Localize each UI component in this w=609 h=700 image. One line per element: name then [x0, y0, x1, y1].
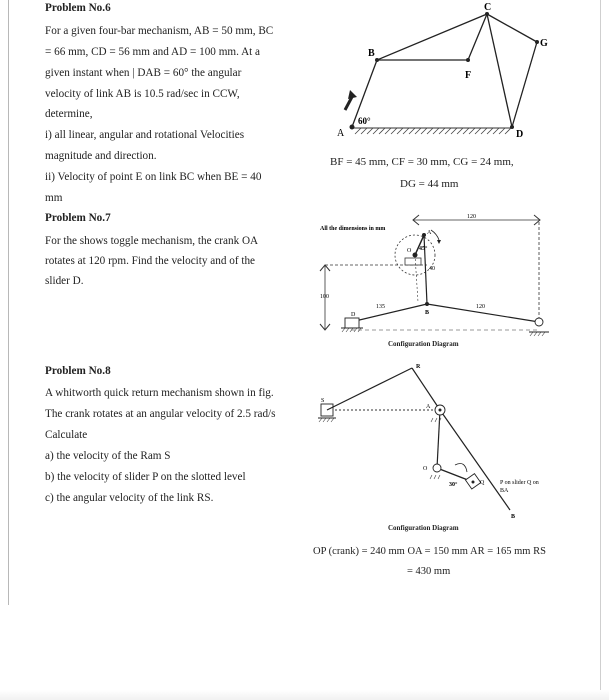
figure-8-caption: Configuration Diagram — [388, 524, 459, 532]
problem-8-line: b) the velocity of slider P on the slotted level — [45, 471, 246, 483]
label-d: D — [516, 129, 524, 140]
problem-6-line: determine, — [45, 108, 93, 120]
dim-40-label: 40 — [429, 266, 435, 272]
problem-8-line: A whitworth quick return mechanism shown in fig. — [45, 387, 274, 399]
problem-7-line: rotates at 120 rpm. Find the velocity and of the — [45, 255, 256, 267]
figure-6-caption-line2: DG = 44 mm — [400, 178, 459, 190]
problem-6-line: i) all linear, angular and rotational Velocities — [45, 129, 245, 141]
slider-note-line2: BA — [500, 488, 509, 494]
label-a: A — [337, 128, 345, 139]
label-r: R — [416, 364, 421, 370]
figure-8-dims-line2: = 430 mm — [407, 566, 451, 577]
problem-6-line: velocity of link AB is 10.5 rad/sec in CCW, — [45, 88, 240, 100]
page-left-border — [8, 0, 9, 605]
label-q: Q — [480, 480, 485, 486]
problem-6-line: For a given four-bar mechanism, AB = 50 mm, BC — [45, 25, 274, 37]
problem-6-line: = 66 mm, CD = 56 mm and AD = 100 mm. At a — [45, 46, 261, 58]
angle-30-label: 30° — [449, 482, 458, 488]
problem-6-line: given instant when | DAB = 60° the angular — [45, 67, 242, 79]
problem-7-title: Problem No.7 — [45, 212, 111, 224]
label-f: F — [465, 70, 472, 81]
problem-8-line: c) the angular velocity of the link RS. — [45, 492, 214, 504]
problem-8-line: a) the velocity of the Ram S — [45, 450, 171, 462]
figure-6-caption-line1: BF = 45 mm, CF = 30 mm, CG = 24 mm, — [330, 156, 514, 168]
dim-100-label: 100 — [320, 294, 329, 300]
label-b: B — [368, 48, 375, 59]
problem-8-line: Calculate — [45, 429, 88, 441]
label-g: G — [540, 38, 548, 49]
label-d: D — [351, 312, 356, 318]
label-c: C — [484, 2, 492, 13]
problem-8-line: The crank rotates at an angular velocity of 2.5 rad/s — [45, 408, 276, 420]
dim-135-label: 135 — [376, 304, 385, 310]
angle-45-label: 45° — [419, 246, 428, 252]
toggle-mechanism-figure — [315, 210, 555, 355]
figure-8-dims-line1: OP (crank) = 240 mm OA = 150 mm AR = 165 mm RS — [313, 546, 546, 557]
dim-top-label: 120 — [467, 214, 476, 220]
figure-7-caption: Configuration Diagram — [388, 340, 459, 348]
problem-7-line: For the shows toggle mechanism, the crank OA — [45, 235, 259, 247]
problem-6-line: mm — [45, 192, 63, 204]
label-a: A — [427, 230, 432, 236]
label-o: O — [423, 466, 428, 472]
slider-note: P on slider Q on — [500, 480, 539, 486]
whitworth-mechanism-figure — [315, 360, 555, 525]
problem-6-title: Problem No.6 — [45, 2, 111, 14]
label-a: A — [426, 404, 431, 410]
label-s: S — [321, 398, 325, 404]
dim-120b-label: 120 — [476, 304, 485, 310]
label-o: O — [407, 248, 412, 254]
problem-8-title: Problem No.8 — [45, 365, 111, 377]
label-b: B — [511, 514, 516, 520]
problem-6-line: ii) Velocity of point E on link BC when BE = 40 — [45, 171, 262, 183]
page-right-border — [600, 0, 601, 700]
dimensions-note: All the dimensions in mm — [320, 226, 386, 232]
label-b: B — [425, 310, 430, 316]
problem-6-line: magnitude and direction. — [45, 150, 157, 162]
page-bottom-edge — [0, 690, 609, 700]
angle-60-label: 60° — [358, 116, 371, 126]
problem-7-line: slider D. — [45, 275, 84, 287]
four-bar-mechanism-figure — [315, 0, 575, 145]
